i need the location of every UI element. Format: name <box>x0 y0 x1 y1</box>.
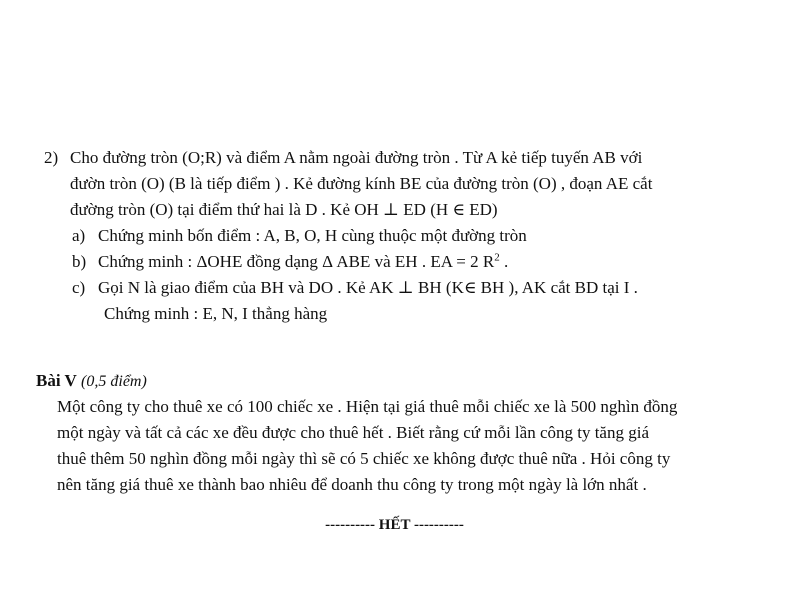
part-a-text: Chứng minh bốn điểm : A, B, O, H cùng thuộc một đường tròn <box>98 226 527 245</box>
part-b-text-after: . <box>499 252 509 271</box>
problem-2-line-2: đườn tròn (O) (B là tiếp điểm ) . Kẻ đường kính BE của đường tròn (O) , đoạn AE cắt <box>70 174 653 193</box>
part-c-text: Gọi N là giao điểm của BH và DO . Kẻ AK ⊥ BH (K∈ BH ), AK cắt BD tại I . <box>98 278 638 297</box>
bai-5-line-2: một ngày và tất cả các xe đều được cho thuê hết . Biết rằng cứ mỗi lần công ty tăng giá <box>57 423 649 442</box>
part-c-label: c) <box>72 278 86 297</box>
part-b-superscript: 2 <box>494 251 500 264</box>
problem-2-line-1: Cho đường tròn (O;R) và điểm A nằm ngoài đường tròn . Từ A kẻ tiếp tuyến AB với <box>70 148 643 167</box>
part-b-label: b) <box>72 252 87 271</box>
end-marker: ---------- HẾT ---------- <box>325 517 464 533</box>
part-c-text-2: Chứng minh : E, N, I thẳng hàng <box>104 304 328 323</box>
part-b-text-before: Chứng minh : ΔOHE đồng dạng Δ ABE và EH . EA = 2 R <box>98 252 495 271</box>
problem-2-line-3: đường tròn (O) tại điểm thứ hai là D . Kẻ OH ⊥ ED (H ∈ ED) <box>70 200 498 219</box>
bai-5-line-3: thuê thêm 50 nghìn đồng mỗi ngày thì sẽ có 5 chiếc xe không được thuê nữa . Hỏi công ty <box>57 449 671 468</box>
bai-5-points: (0,5 điểm) <box>81 373 147 390</box>
bai-5-line-4: nên tăng giá thuê xe thành bao nhiêu để doanh thu công ty trong một ngày là lớn nhất . <box>57 475 647 494</box>
part-a-label: a) <box>72 226 86 245</box>
bai-5-line-1: Một công ty cho thuê xe có 100 chiếc xe . Hiện tại giá thuê mỗi chiếc xe là 500 nghìn đồng <box>57 397 678 416</box>
bai-5-heading <box>36 370 147 393</box>
bai-5-title: Bài V <box>36 371 77 390</box>
part-b-text <box>98 251 508 273</box>
problem-2-number: 2) <box>44 148 59 167</box>
